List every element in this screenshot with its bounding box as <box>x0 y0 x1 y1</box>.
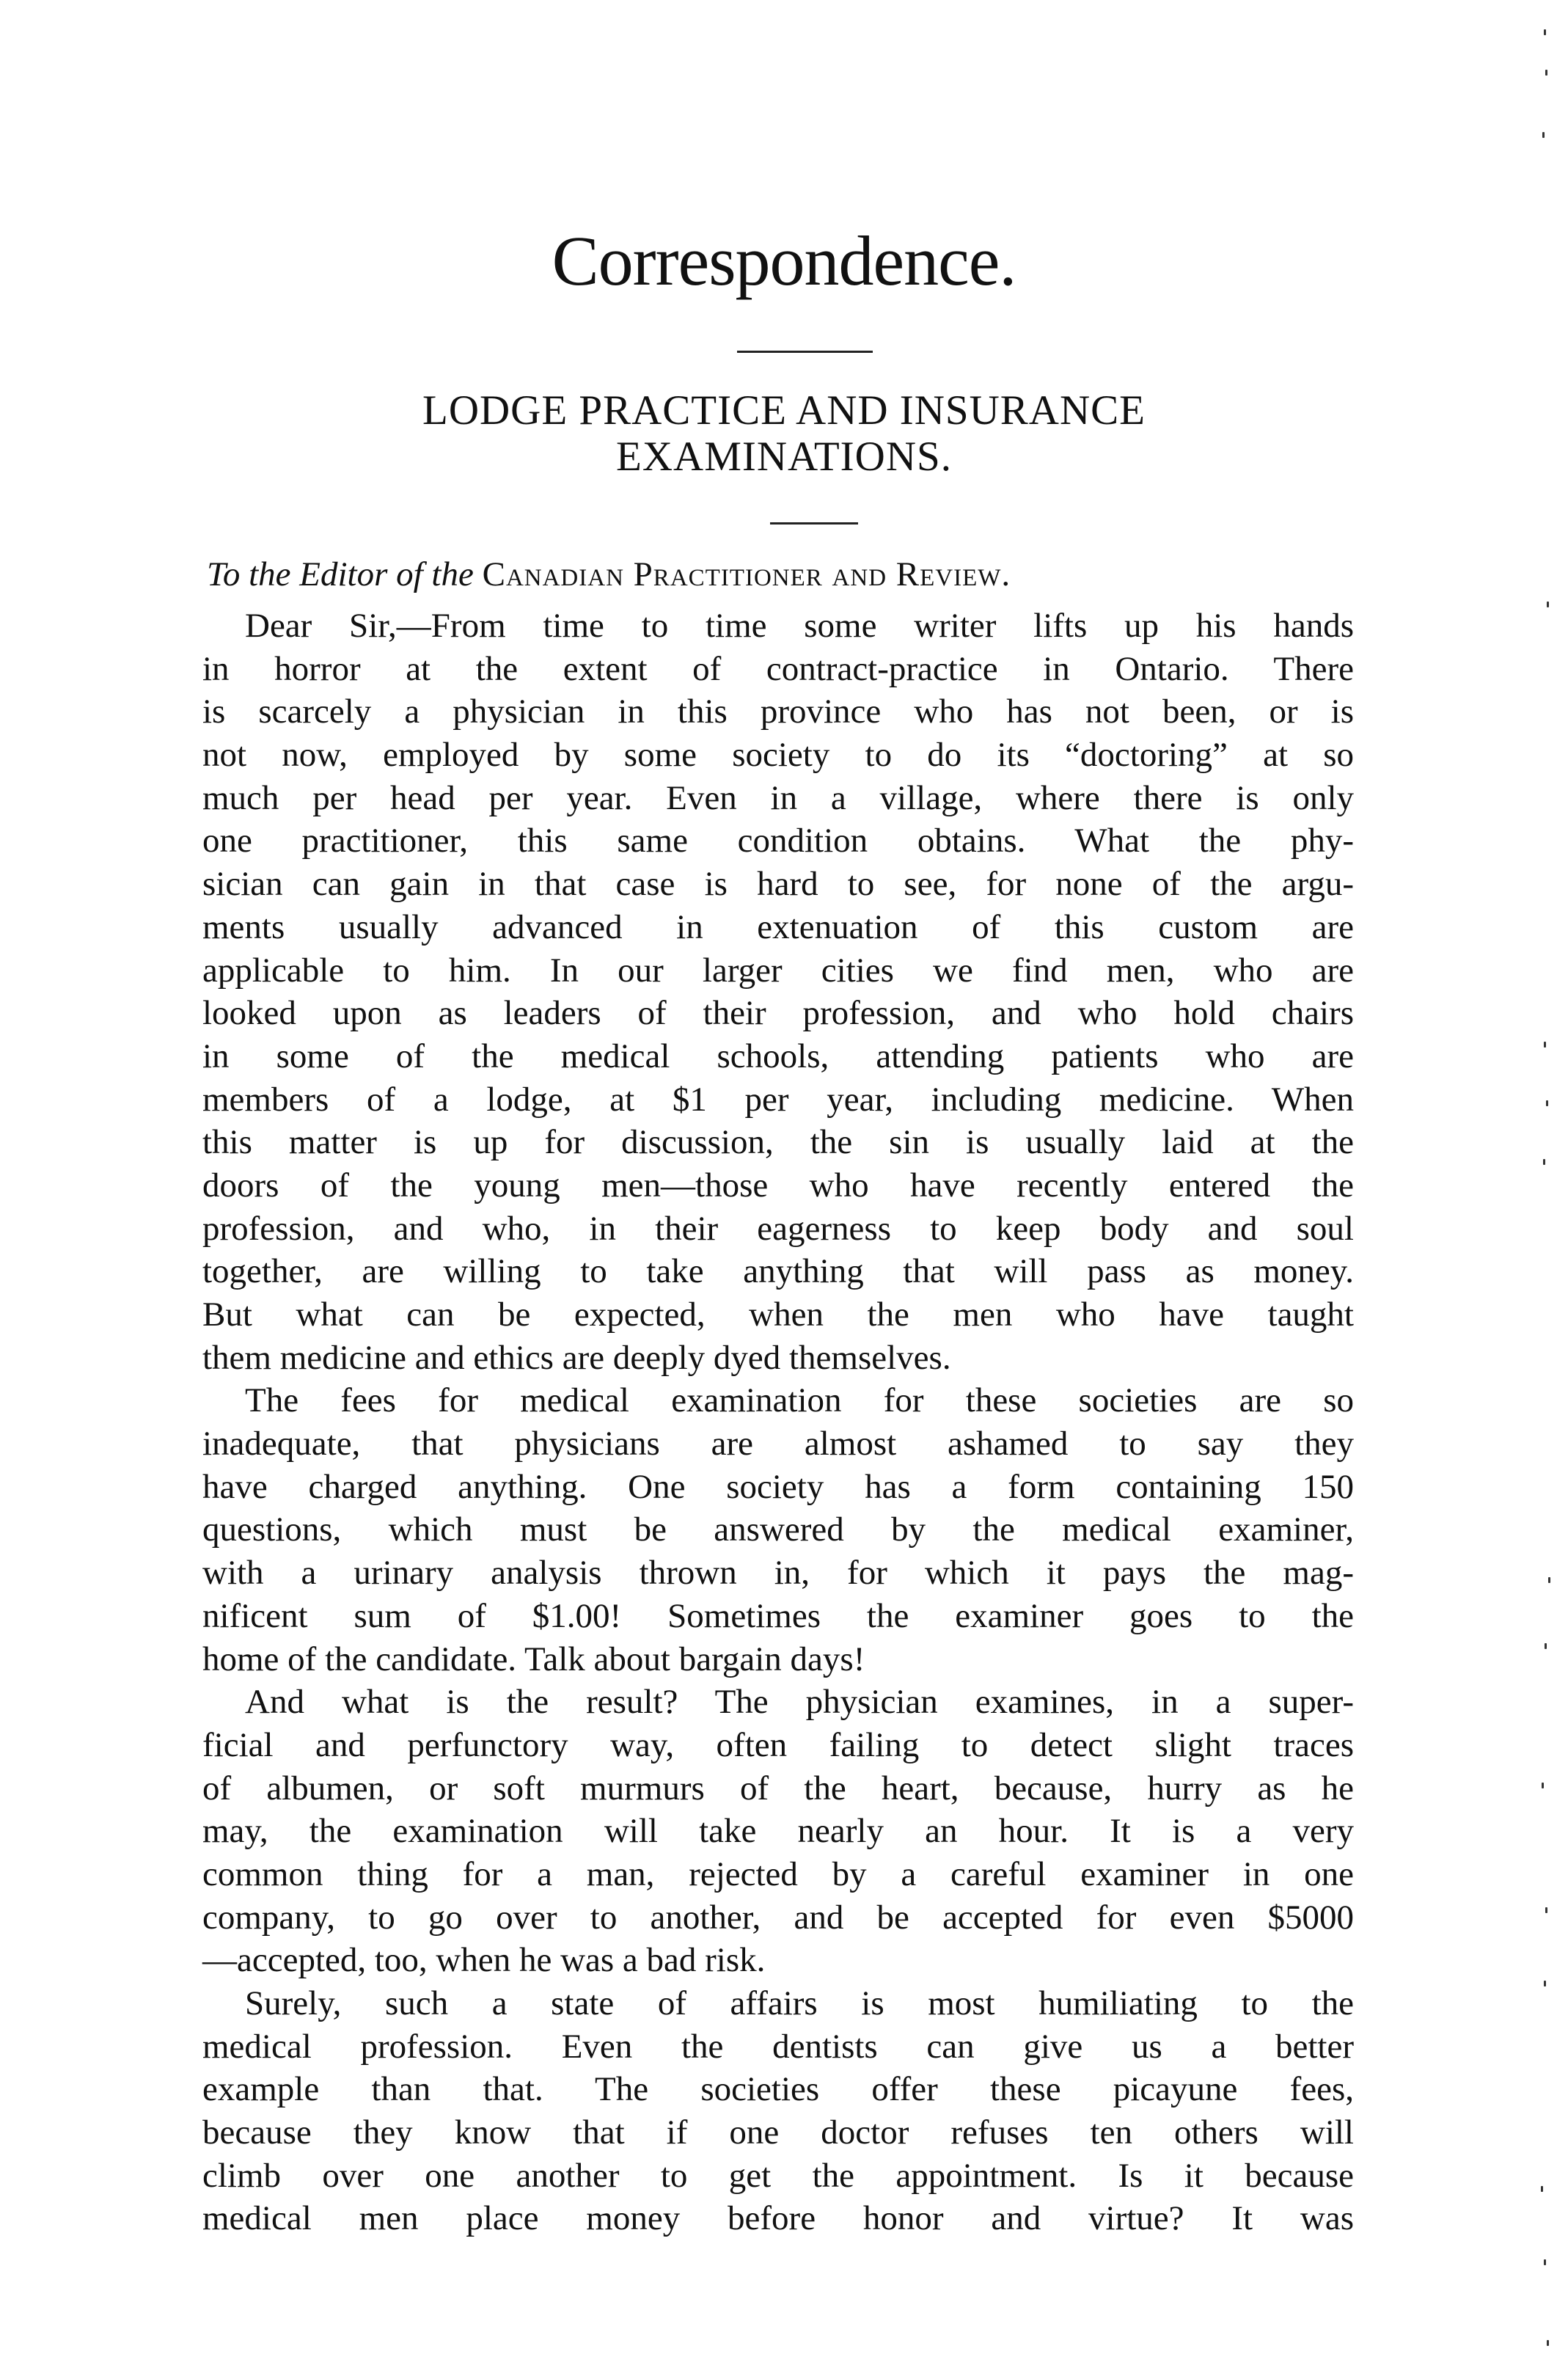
text-line: with a urinary analysis thrown in, for which it pays the mag- <box>202 1554 1354 1593</box>
text-line: ficial and perfunctory way, often failing to detect slight traces <box>202 1725 1354 1764</box>
journal-name: Canadian Practitioner and Review. <box>482 555 1011 593</box>
text-line: But what can be expected, when the men who have taught <box>202 1295 1354 1334</box>
salutation-prefix: To the Editor of the <box>207 555 474 593</box>
paragraph <box>202 1379 1354 1681</box>
scan-margin-specks <box>1502 0 1568 2376</box>
text-line: home of the candidate. Talk about bargain days! <box>202 1640 865 1678</box>
text-line: of albumen, or soft murmurs of the heart, because, hurry as he <box>202 1769 1354 1807</box>
text-line: company, to go over to another, and be accepted for even $5000 <box>202 1898 1354 1937</box>
text-line: climb over one another to get the appointment. Is it because <box>202 2156 1354 2195</box>
article-title-line-1: LODGE PRACTICE AND INSURANCE <box>422 387 1146 434</box>
text-line: nificent sum of $1.00! Sometimes the examiner goes to the <box>202 1596 1354 1635</box>
text-line: is scarcely a physician in this province who has not been, or is <box>202 692 1354 731</box>
text-line: this matter is up for discussion, the sin is usually laid at the <box>202 1123 1354 1162</box>
title-divider <box>770 522 858 524</box>
heading-divider <box>737 351 873 353</box>
text-line: —accepted, too, when he was a bad risk. <box>202 1941 766 1980</box>
text-line: common thing for a man, rejected by a careful examiner in one <box>202 1854 1354 1893</box>
salutation-line <box>207 554 1011 595</box>
text-line: medical men place money before honor and virtue? It was <box>202 2199 1354 2238</box>
text-line: Dear Sir,—From time to time some writer lifts up his hands <box>245 607 1354 645</box>
text-line: applicable to him. In our larger cities we find men, who are <box>202 951 1354 990</box>
text-line: doors of the young men—those who have recently entered the <box>202 1166 1354 1205</box>
text-line: sician can gain in that case is hard to see, for none of the argu- <box>202 865 1354 904</box>
text-line: example than that. The societies offer these picayune fees, <box>202 2070 1354 2109</box>
text-line: much per head per year. Even in a village, where there is only <box>202 778 1354 817</box>
text-line: them medicine and ethics are deeply dyed themselves. <box>202 1338 951 1377</box>
text-line: profession, and who, in their eagerness to keep body and soul <box>202 1209 1354 1248</box>
paragraph <box>202 1681 1354 1982</box>
paragraph <box>202 1982 1354 2240</box>
text-line: ments usually advanced in extenuation of this custom are <box>202 907 1354 946</box>
text-line: have charged anything. One society has a form containing 150 <box>202 1467 1354 1506</box>
text-line: together, are willing to take anything that will pass as money. <box>202 1252 1354 1291</box>
section-heading: Correspondence. <box>552 222 1016 300</box>
text-line: And what is the result? The physician examines, in a super- <box>245 1683 1354 1722</box>
text-line: Surely, such a state of affairs is most humiliating to the <box>245 1984 1354 2022</box>
article-title-line-2: EXAMINATIONS. <box>616 434 952 480</box>
text-line: may, the examination will take nearly an hour. It is a very <box>202 1812 1354 1851</box>
text-line: medical profession. Even the dentists can give us a better <box>202 2027 1354 2066</box>
text-line: in horror at the extent of contract-practice in Ontario. There <box>202 649 1354 688</box>
text-line: not now, employed by some society to do its “doctoring” at so <box>202 736 1354 775</box>
text-line: inadequate, that physicians are almost ashamed to say they <box>202 1425 1354 1463</box>
text-line: questions, which must be answered by the medical examiner, <box>202 1510 1354 1549</box>
text-line: members of a lodge, at $1 per year, including medicine. When <box>202 1080 1354 1119</box>
letter-body <box>202 604 1354 2240</box>
article-title <box>0 387 1568 480</box>
text-line: because they know that if one doctor refuses ten others will <box>202 2113 1354 2152</box>
text-line: looked upon as leaders of their profession, and who hold chairs <box>202 994 1354 1033</box>
text-line: one practitioner, this same condition obtains. What the phy- <box>202 822 1354 860</box>
paragraph <box>202 604 1354 1379</box>
text-line: in some of the medical schools, attending patients who are <box>202 1037 1354 1075</box>
text-line: The fees for medical examination for these societies are so <box>245 1381 1354 1420</box>
